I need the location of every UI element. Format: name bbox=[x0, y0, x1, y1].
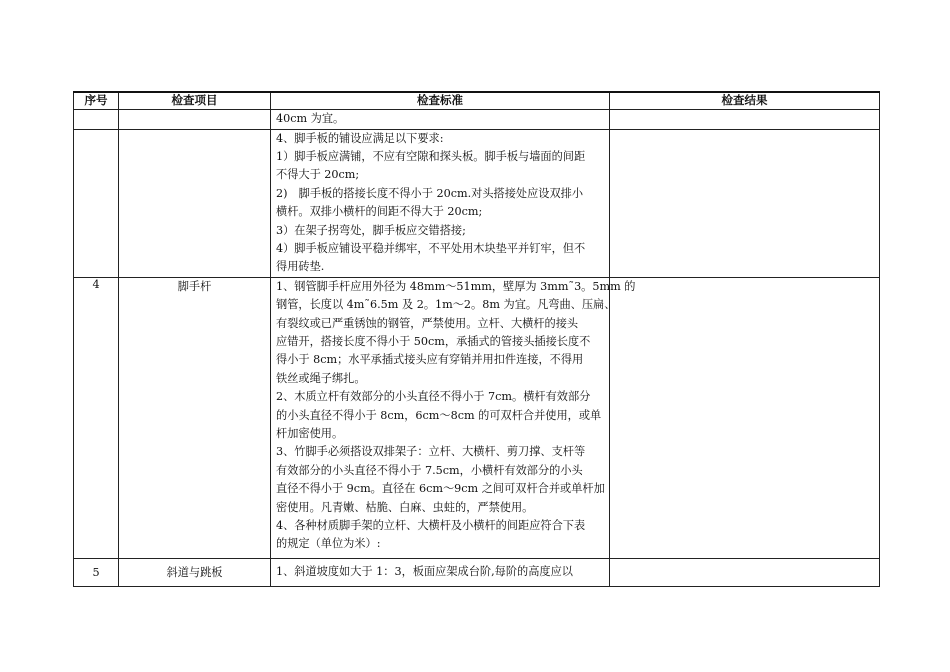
standard-line: 40cm 为宜。 bbox=[276, 111, 345, 125]
header-inspection-result: 检查结果 bbox=[610, 92, 880, 109]
table-row bbox=[74, 129, 880, 277]
header-serial-number: 序号 bbox=[74, 92, 119, 109]
standard-line: 得小于 8cm；水平承插式接头应有穿销并用扣件连接，不得用 bbox=[276, 353, 584, 367]
standard-line: 4）脚手板应铺设平稳并绑牢，不平处用木块垫平并钉牢，但不 bbox=[276, 241, 586, 255]
row-inspection-standard bbox=[271, 109, 610, 129]
table-row bbox=[74, 277, 880, 558]
table-row bbox=[74, 109, 880, 129]
header-inspection-item: 检查项目 bbox=[119, 92, 271, 109]
standard-line: 不得大于 20cm; bbox=[276, 168, 360, 182]
row-inspection-standard bbox=[271, 129, 610, 277]
standard-line: 铁丝或绳子绑扎。 bbox=[276, 371, 366, 385]
row-inspection-result[interactable] bbox=[610, 129, 880, 277]
standard-line: 钢管，长度以 4m˜6.5m 及 2。1m～2。8m 为宜。凡弯曲、压扁、 bbox=[276, 298, 616, 312]
standard-line: 杆加密使用。 bbox=[276, 427, 344, 440]
row-serial-number bbox=[74, 109, 119, 129]
row-serial-number bbox=[74, 129, 119, 277]
standard-line: 3、竹脚手必须搭设双排架子：立杆、大横杆、剪刀撑、支杆等 bbox=[276, 445, 586, 459]
inspection-table bbox=[73, 91, 880, 587]
row-inspection-item: 脚手杆 bbox=[119, 277, 271, 558]
standard-line: 的小头直径不得小于 8cm，6cm～8cm 的可双杆合并使用，或单 bbox=[276, 408, 602, 422]
header-inspection-standard: 检查标准 bbox=[271, 92, 610, 109]
row-inspection-standard bbox=[271, 277, 636, 558]
standard-line: 1、斜道坡度如大于 1：3，板面应架成台阶,每阶的高度应以 bbox=[276, 565, 573, 579]
standard-line: 1）脚手板应满铺，不应有空隙和探头板。脚手板与墙面的间距 bbox=[276, 149, 586, 163]
standard-line: 得用砖垫. bbox=[276, 260, 325, 274]
row-serial-number: 4 bbox=[74, 277, 119, 558]
standard-line: 4、脚手板的铺设应满足以下要求: bbox=[276, 131, 444, 145]
row-inspection-result[interactable] bbox=[610, 277, 880, 558]
standard-line: 的规定（单位为米）: bbox=[276, 537, 381, 551]
standard-line: 4、各种材质脚手架的立杆、大横杆及小横杆的间距应符合下表 bbox=[276, 519, 586, 533]
standard-line: 密使用。凡青嫩、枯脆、白麻、虫蛀的，严禁使用。 bbox=[276, 500, 534, 514]
standard-line: 2) 脚手板的搭接长度不得小于 20cm.对头搭接处应设双排小 bbox=[276, 186, 584, 200]
standard-line: 有效部分的小头直径不得小于 7.5cm，小横杆有效部分的小头 bbox=[276, 463, 583, 477]
row-inspection-result[interactable] bbox=[610, 109, 880, 129]
row-inspection-item bbox=[119, 129, 271, 277]
standard-line: 直径不得小于 9cm。直径在 6cm～9cm 之间可双杆合并或单杆加 bbox=[276, 482, 605, 496]
standard-line: 横杆。双排小横杆的间距不得大于 20cm; bbox=[276, 205, 483, 219]
table-row bbox=[74, 558, 880, 586]
row-inspection-result[interactable] bbox=[610, 558, 880, 586]
standard-line: 3）在架子拐弯处，脚手板应交错搭接; bbox=[276, 223, 466, 237]
standard-line: 2、木质立杆有效部分的小头直径不得小于 7cm。横杆有效部分 bbox=[276, 390, 591, 404]
standard-line: 1、钢管脚手杆应用外径为 48mm～51mm，壁厚为 3mm˜3。5mm 的 bbox=[276, 279, 636, 293]
table-header-row bbox=[74, 92, 880, 109]
row-inspection-item: 斜道与跳板 bbox=[119, 558, 271, 586]
row-inspection-item bbox=[119, 109, 271, 129]
standard-line: 有裂纹或已严重锈蚀的钢管，严禁使用。立杆、大横杆的接头 bbox=[276, 316, 579, 330]
standard-line: 应错开，搭接长度不得小于 50cm，承插式的管接头插接长度不 bbox=[276, 334, 591, 348]
row-inspection-standard bbox=[271, 558, 610, 586]
row-serial-number: 5 bbox=[74, 558, 119, 586]
